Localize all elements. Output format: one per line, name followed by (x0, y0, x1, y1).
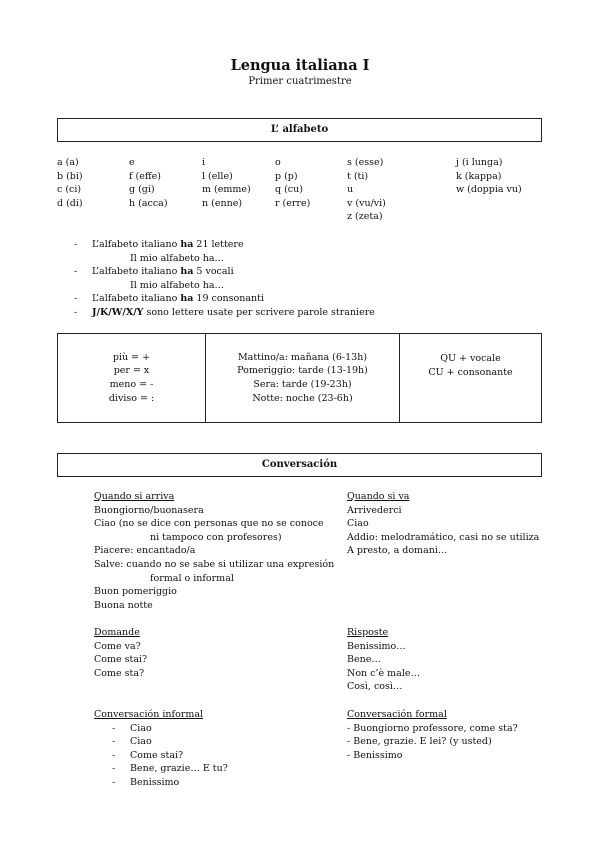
bullet-dash: - (112, 776, 116, 788)
alphabet-letter: c (ci) (57, 184, 82, 196)
alphabet-letter: p (p) (275, 170, 298, 182)
bullet-dash: - (74, 239, 78, 250)
alphabet-letter: r (erre) (275, 197, 311, 209)
alphabet-letter: k (kappa) (456, 170, 502, 182)
alphabet-letter: n (enne) (202, 197, 243, 209)
table-cell-text: Notte: noche (23-6h) (252, 392, 353, 404)
alphabet-column (202, 156, 251, 210)
bullet-text: L’alfabeto italiano (92, 293, 181, 305)
alphabet-letter: f (effe) (129, 170, 161, 182)
bullet-bold: ha (180, 293, 194, 305)
list-item (74, 306, 534, 320)
bullet-dash: - (74, 266, 78, 278)
list-item-text: Ciao (130, 722, 152, 734)
list-item: ni tampoco con profesores) (150, 531, 282, 543)
table-cell-text: Mattino/a: mañana (6-13h) (237, 351, 368, 363)
list-item: Come sta? (94, 667, 145, 679)
list-item: Come stai? (94, 654, 148, 666)
list-item: Bene… (347, 654, 381, 666)
list-item (74, 238, 534, 252)
table-cell-text: per = x (113, 365, 150, 377)
table-cell-text: meno = - (109, 379, 154, 390)
bullet-subline: Il mio alfabeto ha… (130, 252, 225, 264)
subsection-heading: Risposte (347, 627, 389, 638)
pronunciation-cell (400, 334, 541, 422)
alphabet-letter: h (acca) (129, 197, 168, 209)
subsection-heading: Conversación formal (347, 709, 447, 720)
bullet-text: 21 lettere (193, 239, 244, 250)
list-item-text: Benissimo (130, 776, 180, 788)
bullet-dash: - (112, 749, 116, 761)
table-cell-text: Pomeriggio: tarde (13-19h) (237, 365, 368, 377)
list-item: Addio: melodramático, casi no se utiliza (347, 531, 540, 543)
document-subtitle: Primer cuatrimestre (248, 76, 352, 87)
bullet-bold: J/K/W/X/Y (92, 306, 144, 318)
alphabet-letter: t (ti) (347, 170, 369, 182)
list-item: formal o informal (150, 572, 234, 584)
alphabet-letter: o (275, 157, 281, 168)
alphabet-letter: m (emme) (202, 184, 251, 196)
formal-conversation (347, 708, 587, 762)
alphabet-column (347, 156, 386, 224)
list-item: Ciao (347, 518, 369, 530)
bullet-subline: Il mio alfabeto ha… (130, 279, 225, 291)
bullet-dash: - (74, 293, 78, 305)
table-cell-text: CU + consonante (428, 366, 513, 378)
list-item: Piacere: encantado/a (94, 545, 196, 557)
list-item: Buona notte (94, 599, 153, 611)
bullet-dash: - (112, 722, 116, 734)
informal-conversation (94, 708, 334, 790)
alphabet-column (57, 156, 83, 210)
list-item (94, 735, 334, 749)
table-cell-text: diviso = : (108, 392, 155, 404)
table-cell-text: Sera: tarde (19-23h) (253, 379, 352, 390)
questions-list (94, 626, 334, 680)
subsection-heading: Quando si arriva (94, 491, 175, 502)
subsection-heading: Quando si va (347, 491, 410, 502)
alphabet-column (275, 156, 310, 210)
bullet-bold: ha (180, 266, 194, 278)
list-item: Ciao (no se dice con personas que no se conoce (94, 518, 324, 530)
operations-table (57, 333, 542, 423)
list-item: A presto, a domani… (347, 545, 448, 557)
alphabet-letter: w (doppia vu) (456, 184, 522, 196)
list-item: - Buongiorno professore, come sta? (347, 722, 518, 734)
alphabet-letter: d (di) (57, 197, 83, 209)
list-item-text: Come stai? (130, 749, 184, 761)
list-item (94, 762, 334, 776)
list-item: Così, così… (347, 681, 403, 693)
bullet-text: L’alfabeto italiano (92, 239, 181, 250)
alphabet-letter: g (gi) (129, 184, 155, 196)
list-item (94, 776, 334, 790)
alphabet-letter: s (esse) (347, 157, 384, 168)
list-item: Buongiorno/buonasera (94, 504, 204, 516)
alphabet-letter: i (202, 157, 206, 168)
list-item (74, 265, 534, 279)
list-item: - Bene, grazie. E lei? (y usted) (347, 736, 492, 748)
bullet-dash: - (112, 736, 116, 748)
alphabet-column (129, 156, 168, 210)
bullet-bold: ha (180, 239, 194, 250)
list-item: Benissimo… (347, 640, 406, 652)
greetings-arrival (94, 490, 334, 612)
alphabet-letter: e (129, 157, 135, 168)
bullet-text: 5 vocali (193, 266, 234, 278)
bullet-text: 19 consonanti (193, 293, 265, 305)
list-item: Buon pomeriggio (94, 586, 177, 598)
section-heading-conversacion: Conversación (57, 453, 542, 477)
subsection-heading: Conversación informal (94, 709, 204, 720)
bullet-text: L’alfabeto italiano (92, 266, 181, 278)
answers-list (347, 626, 587, 694)
alphabet-facts-list (74, 238, 534, 320)
table-cell-text: più = + (112, 351, 151, 363)
document-title: Lengua italiana I (230, 57, 370, 74)
list-item: Arrivederci (347, 504, 402, 516)
list-item (94, 749, 334, 763)
alphabet-letter: z (zeta) (347, 211, 383, 223)
alphabet-column (456, 156, 522, 197)
list-item (74, 292, 534, 306)
alphabet-letter: a (a) (57, 157, 79, 168)
alphabet-letter: v (vu/vi) (347, 197, 386, 209)
alphabet-letter: b (bi) (57, 170, 83, 182)
list-item-text: Bene, grazie… E tu? (130, 763, 228, 775)
alphabet-letter: l (elle) (202, 170, 233, 182)
table-cell-text: QU + vocale (440, 353, 501, 364)
alphabet-letter: j (i lunga) (456, 157, 503, 168)
list-item: Non c’è male… (347, 667, 420, 679)
alphabet-letter: u (347, 184, 354, 196)
alphabet-letter: q (cu) (275, 184, 303, 196)
bullet-text: sono lettere usate per scrivere parole straniere (143, 306, 375, 318)
list-item: Come va? (94, 640, 141, 652)
subsection-heading: Domande (94, 627, 140, 638)
list-item (94, 722, 334, 736)
list-item: - Benissimo (347, 749, 403, 761)
section-heading-alfabeto: L’ alfabeto (57, 118, 542, 142)
time-of-day-cell (206, 334, 400, 422)
greetings-departure (347, 490, 587, 558)
bullet-dash: - (74, 306, 78, 318)
math-operations-cell (58, 334, 206, 422)
bullet-dash: - (112, 763, 116, 775)
list-item-text: Ciao (130, 736, 152, 748)
list-item: Salve: cuando no se sabe si utilizar una expresión (94, 558, 335, 570)
